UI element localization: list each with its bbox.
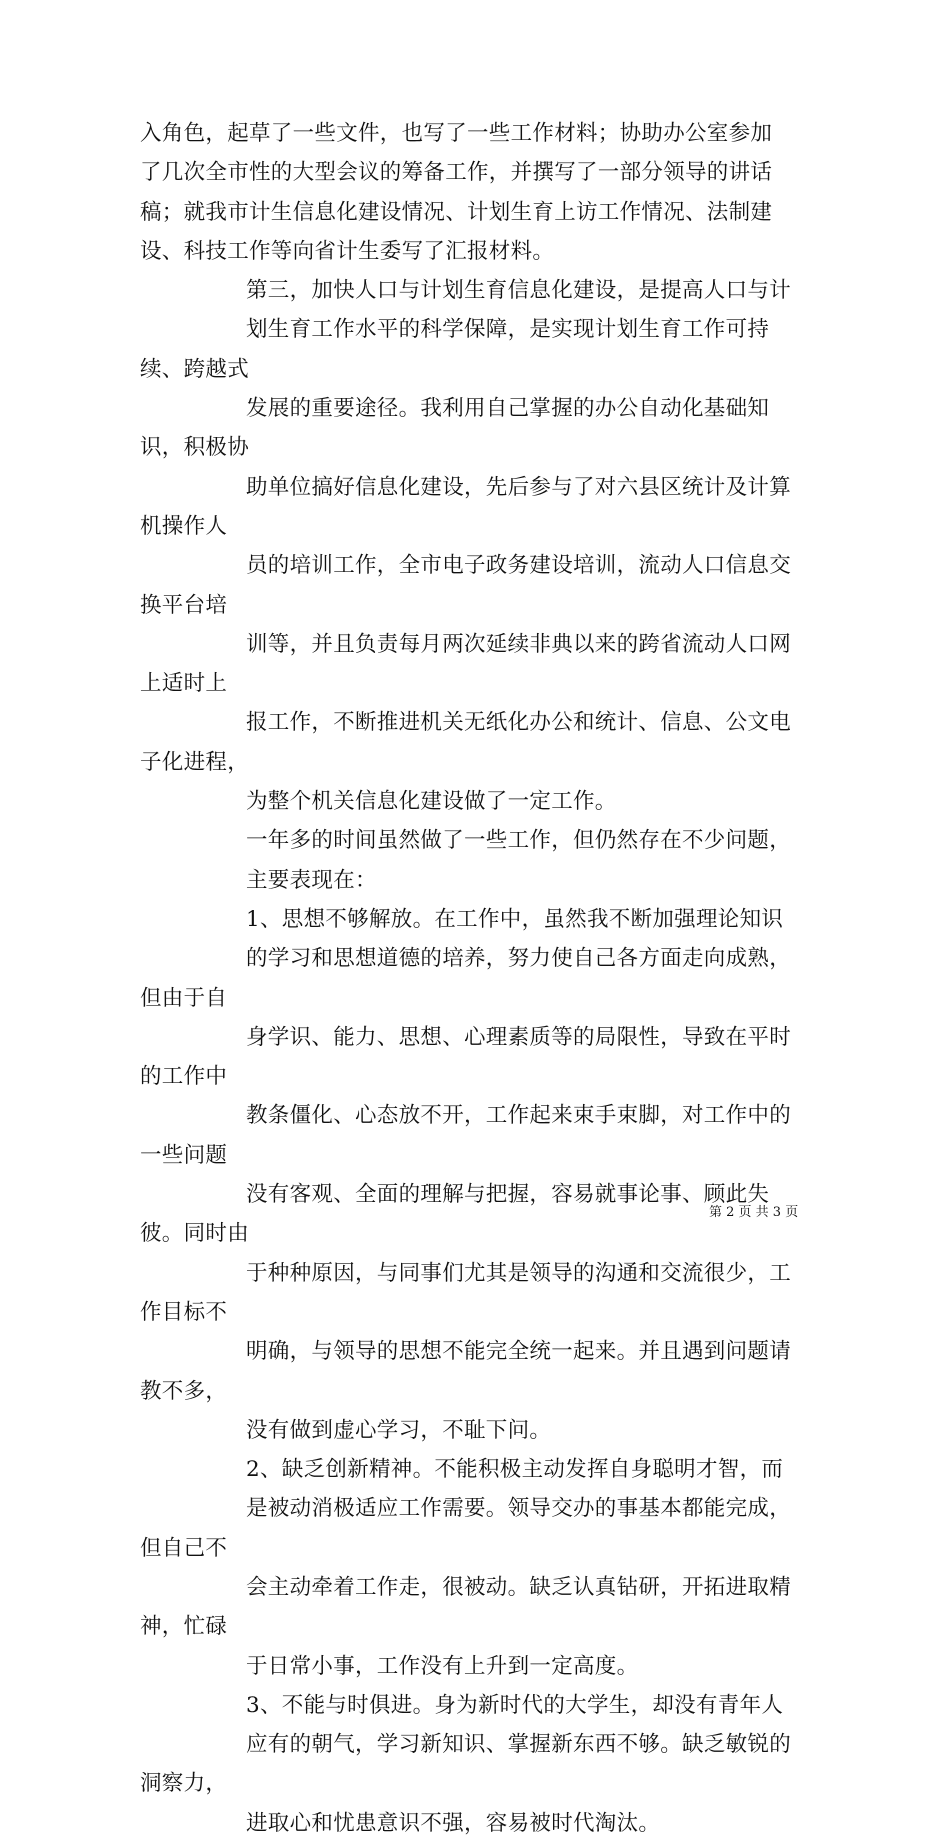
paragraph [140,1450,810,1686]
text-line: 助单位搞好信息化建设，先后参与了对六县区统计及计算机操作人 [140,474,792,539]
paragraph [140,821,810,900]
text-line: 1、思想不够解放。在工作中，虽然我不断加强理论知识 [246,906,784,932]
page-footer: 第 2 页 共 3 页 [709,1205,799,1220]
text-line: 于种种原因，与同事们尤其是领导的沟通和交流很少，工作目标不 [140,1260,792,1325]
text-line: 设、科技工作等向省计生委写了汇报材料。 [140,238,555,264]
text-line: 进取心和忧患意识不强，容易被时代淘汰。 [246,1810,661,1836]
text-line: 主要表现在： [246,867,377,893]
text-line: 员的培训工作，全市电子政务建设培训，流动人口信息交换平台培 [140,553,792,618]
text-line: 会主动牵着工作走，很被动。缺乏认真钻研，开拓进取精神，忙碌 [140,1574,792,1640]
paragraph [140,271,810,821]
text-line: 明确，与领导的思想不能完全统一起来。并且遇到问题请教不多， [140,1339,792,1404]
paragraph [140,114,810,271]
text-line: 的学习和思想道德的培养，努力使自己各方面走向成熟，但由于自 [140,946,792,1011]
text-line: 为整个机关信息化建设做了一定工作。 [246,789,617,815]
text-line: 训等，并且负责每月两次延续非典以来的跨省流动人口网上适时上 [140,631,792,697]
text-line: 2、缺乏创新精神。不能积极主动发挥自身聪明才智，而 [246,1457,784,1483]
text-line: 于日常小事，工作没有上升到一定高度。 [246,1653,639,1679]
paragraph [140,1686,810,1843]
text-line: 第三，加快人口与计划生育信息化建设，是提高人口与计 [246,278,792,304]
text-line: 稿；就我市计生信息化建设情况、计划生育上访工作情况、法制建 [140,199,773,225]
text-line: 是被动消极适应工作需要。领导交办的事基本都能完成，但自己不 [140,1496,792,1561]
document-body [140,114,810,1843]
text-line: 划生育工作水平的科学保障，是实现计划生育工作可持续、跨越式 [140,317,770,382]
text-line: 3、不能与时俱进。身为新时代的大学生，却没有青年人 [246,1692,784,1718]
text-line: 入角色，起草了一些文件，也写了一些工作材料；协助办公室参加 [140,121,773,146]
text-line: 应有的朝气，学习新知识、掌握新东西不够。缺乏敏锐的洞察力， [140,1732,792,1797]
text-line: 了几次全市性的大型会议的筹备工作，并撰写了一部分领导的讲话 [140,160,773,186]
text-line: 一年多的时间虽然做了一些工作，但仍然存在不少问题， [246,828,792,854]
paragraph [140,900,810,1450]
text-line: 报工作，不断推进机关无纸化办公和统计、信息、公文电子化进程， [140,710,792,775]
text-line: 身学识、能力、思想、心理素质等的局限性，导致在平时的工作中 [140,1024,792,1090]
text-line: 没有客观、全面的理解与把握，容易就事论事、顾此失彼。同时由 [140,1182,770,1247]
text-line: 没有做到虚心学习，不耻下问。 [246,1417,552,1443]
text-line: 教条僵化、心态放不开，工作起来束手束脚，对工作中的一些问题 [140,1103,792,1168]
text-line: 发展的重要途径。我利用自己掌握的办公自动化基础知识，积极协 [140,396,770,461]
